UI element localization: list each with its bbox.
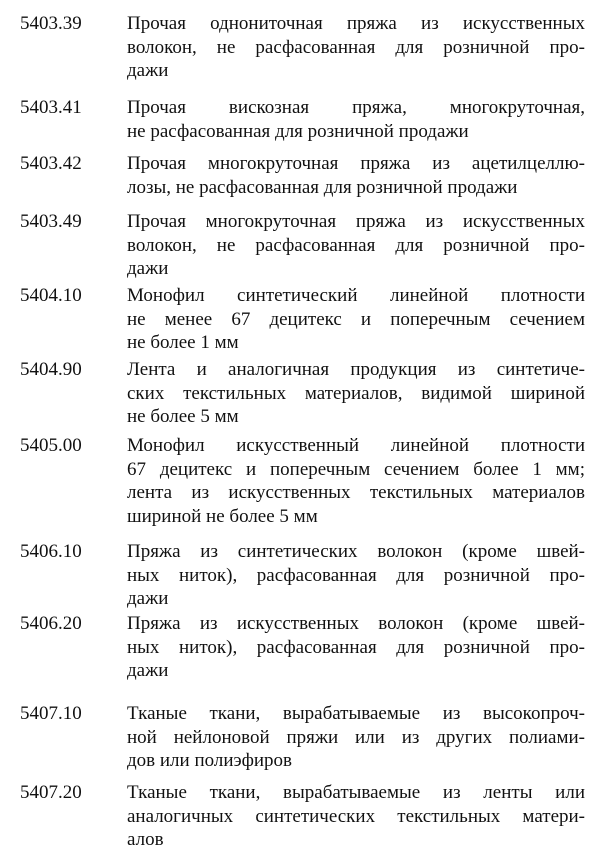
description-line: не более 1 мм <box>127 332 239 353</box>
entry-description <box>127 284 585 355</box>
entry-description <box>127 781 585 852</box>
description-line: Тканые ткани, вырабатываемые из ленты или <box>127 782 585 803</box>
entry-code: 5406.10 <box>20 541 82 562</box>
entry-code: 5403.49 <box>20 211 82 232</box>
description-line: 67 децитекс и поперечным сечением более 1 мм; <box>127 458 585 480</box>
entry-description <box>127 540 585 611</box>
description-line: ских текстильных материалов, видимой шириной <box>127 382 585 404</box>
description-line: Лента и аналогичная продукция из синтетиче- <box>127 359 585 380</box>
entry-description <box>127 96 585 143</box>
description-line: дажи <box>127 588 169 609</box>
entry-description <box>127 434 585 528</box>
description-line: ных ниток), расфасованная для розничной про- <box>127 636 585 658</box>
description-line: Пряжа из синтетических волокон (кроме швей- <box>127 541 585 562</box>
description-line: ных ниток), расфасованная для розничной про- <box>127 564 585 586</box>
entry-description <box>127 152 585 199</box>
description-line: ной нейлоновой пряжи или из других полиами- <box>127 726 585 748</box>
description-line: Прочая многокруточная пряжа из ацетилцеллю- <box>127 153 585 174</box>
description-line: Прочая многокруточная пряжа из искусственных <box>127 211 585 232</box>
entry-code: 5407.20 <box>20 782 82 803</box>
description-line: Монофил синтетический линейной плотности <box>127 285 585 306</box>
entry-code: 5405.00 <box>20 435 82 456</box>
entry-code: 5407.10 <box>20 703 82 724</box>
description-line: дов или полиэфиров <box>127 750 293 771</box>
description-line: дажи <box>127 660 169 681</box>
entry-description <box>127 612 585 683</box>
description-line: лозы, не расфасованная для розничной продажи <box>127 176 518 198</box>
entry-code: 5403.42 <box>20 153 82 174</box>
description-line: шириной не более 5 мм <box>127 505 318 527</box>
description-line: Пряжа из искусственных волокон (кроме швей- <box>127 613 585 634</box>
entry-code: 5404.10 <box>20 285 82 306</box>
entry-code: 5403.41 <box>20 97 82 118</box>
entry-description <box>127 702 585 773</box>
description-line: волокон, не расфасованная для розничной про- <box>127 234 585 256</box>
entry-description <box>127 210 585 281</box>
entry-description <box>127 12 585 83</box>
description-line: Прочая вискозная пряжа, многокруточная, <box>127 97 585 118</box>
entry-code: 5404.90 <box>20 359 82 380</box>
entry-description <box>127 358 585 429</box>
entry-code: 5403.39 <box>20 13 82 34</box>
entry-code: 5406.20 <box>20 613 82 634</box>
description-line: волокон, не расфасованная для розничной про- <box>127 36 585 58</box>
description-line: алов <box>127 829 164 850</box>
description-line: лента из искусственных текстильных материалов <box>127 482 585 503</box>
description-line: дажи <box>127 60 169 81</box>
description-line: Тканые ткани, вырабатываемые из высокопроч- <box>127 703 585 724</box>
description-line: аналогичных синтетических текстильных матери- <box>127 805 585 827</box>
description-line: Прочая однониточная пряжа из искусственных <box>127 13 585 34</box>
description-line: дажи <box>127 258 169 279</box>
description-line: не менее 67 децитекс и поперечным сечением <box>127 308 585 330</box>
description-line: не более 5 мм <box>127 406 239 427</box>
description-line: не расфасованная для розничной продажи <box>127 120 469 142</box>
description-line: Монофил искусственный линейной плотности <box>127 435 585 456</box>
